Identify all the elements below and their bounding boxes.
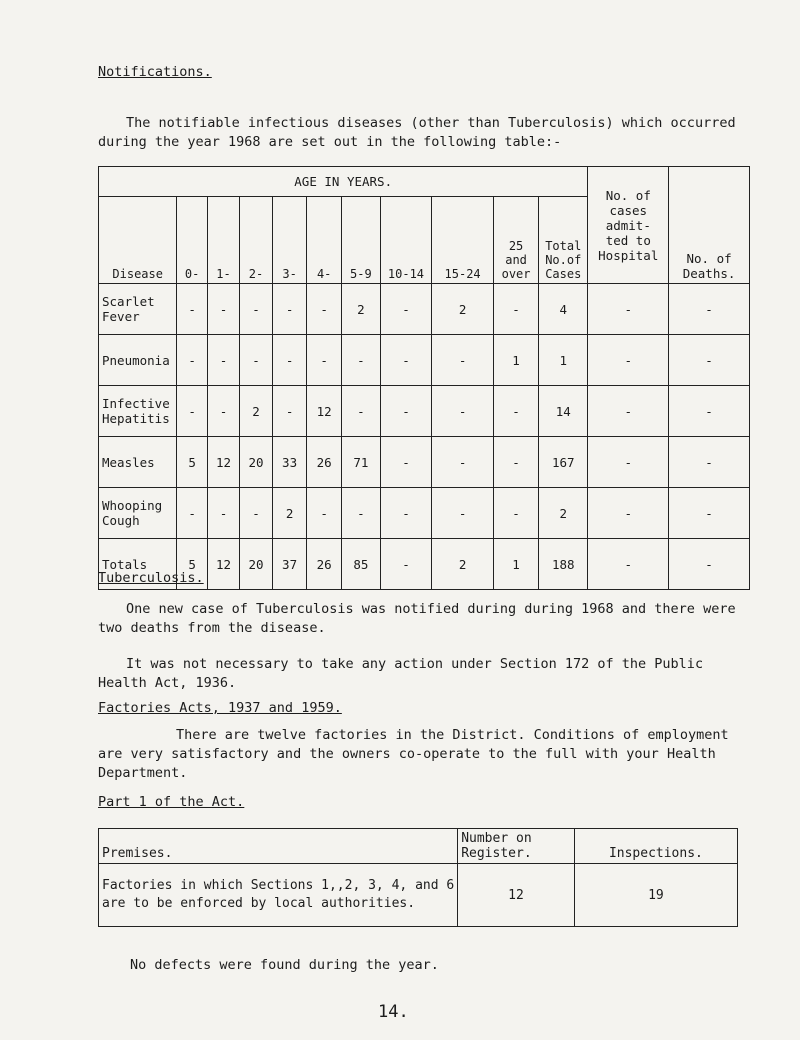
col-age-2: 2- (240, 197, 273, 284)
disease-cell: 2 (240, 386, 273, 437)
disease-cell: - (432, 437, 494, 488)
col-age-10-14: 10-14 (380, 197, 431, 284)
disease-cell: - (177, 488, 207, 539)
disease-cell: 26 (307, 437, 342, 488)
disease-cell: - (307, 488, 342, 539)
disease-cell: - (494, 386, 539, 437)
footer-note: No defects were found during the year. (130, 957, 439, 973)
disease-cell: - (380, 335, 431, 386)
disease-cell: - (272, 386, 307, 437)
disease-cell: 12 (207, 437, 240, 488)
disease-cell: 85 (341, 539, 380, 590)
intro-paragraph: The notifiable infectious diseases (other than Tuberculosis) which occurred during the year 1968 are set out in the following table:- (98, 115, 736, 150)
col-total: Total No.of Cases (539, 197, 588, 284)
disease-cell: 37 (272, 539, 307, 590)
page-number: 14. (378, 1002, 409, 1022)
disease-name: Measles (99, 437, 177, 488)
disease-cell: - (341, 335, 380, 386)
premises-table (98, 828, 738, 927)
disease-cell: 12 (307, 386, 342, 437)
disease-cell: - (380, 386, 431, 437)
disease-cell: - (669, 539, 750, 590)
disease-cell: 2 (432, 284, 494, 335)
disease-cell: 1 (494, 539, 539, 590)
disease-cell: - (207, 284, 240, 335)
disease-row (99, 488, 750, 539)
disease-cell: - (494, 284, 539, 335)
col-age-1: 1- (207, 197, 240, 284)
inspections-count: 19 (574, 864, 737, 927)
disease-cell: 20 (240, 539, 273, 590)
disease-cell: - (588, 437, 669, 488)
disease-row (99, 335, 750, 386)
factories-heading: Factories Acts, 1937 and 1959. (98, 700, 342, 716)
disease-cell: - (432, 386, 494, 437)
col-age-25-over: 25 and over (494, 197, 539, 284)
disease-cell: - (240, 335, 273, 386)
disease-cell: 33 (272, 437, 307, 488)
disease-cell: 5 (177, 437, 207, 488)
disease-cell: - (177, 386, 207, 437)
col-age-4: 4- (307, 197, 342, 284)
disease-cell: - (272, 335, 307, 386)
premises-header: Premises. (99, 829, 458, 864)
disease-cell: - (494, 488, 539, 539)
col-disease: Disease (99, 197, 177, 284)
disease-cell: - (380, 539, 431, 590)
disease-cell: 4 (539, 284, 588, 335)
page-heading: Notifications. (98, 64, 212, 80)
disease-name: Scarlet Fever (99, 284, 177, 335)
disease-cell: - (307, 284, 342, 335)
disease-cell: - (588, 488, 669, 539)
disease-cell: - (588, 284, 669, 335)
disease-cell: - (307, 335, 342, 386)
hospital-header: No. of cases admit- ted to Hospital (588, 167, 669, 284)
age-in-years-header: AGE IN YEARS. (99, 167, 588, 197)
disease-cell: 2 (432, 539, 494, 590)
disease-cell: - (341, 488, 380, 539)
disease-cell: 5 (177, 539, 207, 590)
register-count: 12 (458, 864, 575, 927)
disease-cell: 1 (539, 335, 588, 386)
col-age-0: 0- (177, 197, 207, 284)
disease-cell: - (669, 335, 750, 386)
disease-cell: - (240, 284, 273, 335)
premises-row (99, 864, 738, 927)
disease-cell: - (432, 335, 494, 386)
col-age-15-24: 15-24 (432, 197, 494, 284)
disease-cell: - (240, 488, 273, 539)
disease-cell: - (588, 335, 669, 386)
disease-cell: - (494, 437, 539, 488)
disease-cell: 167 (539, 437, 588, 488)
disease-name: Whooping Cough (99, 488, 177, 539)
disease-cell: - (207, 335, 240, 386)
disease-cell: 2 (341, 284, 380, 335)
disease-table (98, 166, 750, 590)
disease-name: Totals (99, 539, 177, 590)
disease-cell: - (380, 488, 431, 539)
disease-name: Infective Hepatitis (99, 386, 177, 437)
disease-cell: 1 (494, 335, 539, 386)
disease-cell: - (588, 539, 669, 590)
disease-cell: - (380, 284, 431, 335)
disease-cell: - (588, 386, 669, 437)
disease-row (99, 284, 750, 335)
disease-table-body (99, 284, 750, 590)
disease-cell: - (341, 386, 380, 437)
disease-cell: 188 (539, 539, 588, 590)
tb-paragraph-1: One new case of Tuberculosis was notified during during 1968 and there were two deaths from the disease. (98, 601, 736, 636)
deaths-header: No. of Deaths. (669, 167, 750, 284)
tb-heading: Tuberculosis. (98, 570, 204, 586)
premises-description: Factories in which Sections 1,,2, 3, 4, and 6 are to be enforced by local authorities. (99, 864, 458, 927)
disease-cell: - (272, 284, 307, 335)
inspections-header: Inspections. (574, 829, 737, 864)
col-age-5-9: 5-9 (341, 197, 380, 284)
disease-cell: 14 (539, 386, 588, 437)
disease-cell: - (432, 488, 494, 539)
disease-row (99, 437, 750, 488)
disease-cell: 2 (272, 488, 307, 539)
disease-name: Pneumonia (99, 335, 177, 386)
disease-cell: 20 (240, 437, 273, 488)
part-1-heading: Part 1 of the Act. (98, 794, 245, 810)
register-header: Number on Register. (458, 829, 575, 864)
disease-row (99, 386, 750, 437)
tb-paragraph-2: It was not necessary to take any action under Section 172 of the Public Health Act, 1936. (98, 656, 704, 691)
disease-cell: - (380, 437, 431, 488)
disease-cell: - (177, 284, 207, 335)
disease-cell: 2 (539, 488, 588, 539)
disease-cell: - (669, 284, 750, 335)
disease-cell: - (669, 488, 750, 539)
disease-cell: - (669, 386, 750, 437)
disease-cell: 26 (307, 539, 342, 590)
disease-cell: - (207, 386, 240, 437)
factories-paragraph-visible: There are twelve factories in the District. Conditions of employment are very satisfactory and the owners co-operate to the full with your Health Department. (98, 727, 729, 781)
disease-cell: 12 (207, 539, 240, 590)
disease-cell: - (207, 488, 240, 539)
disease-cell: - (177, 335, 207, 386)
disease-cell: - (669, 437, 750, 488)
col-age-3: 3- (272, 197, 307, 284)
disease-cell: 71 (341, 437, 380, 488)
